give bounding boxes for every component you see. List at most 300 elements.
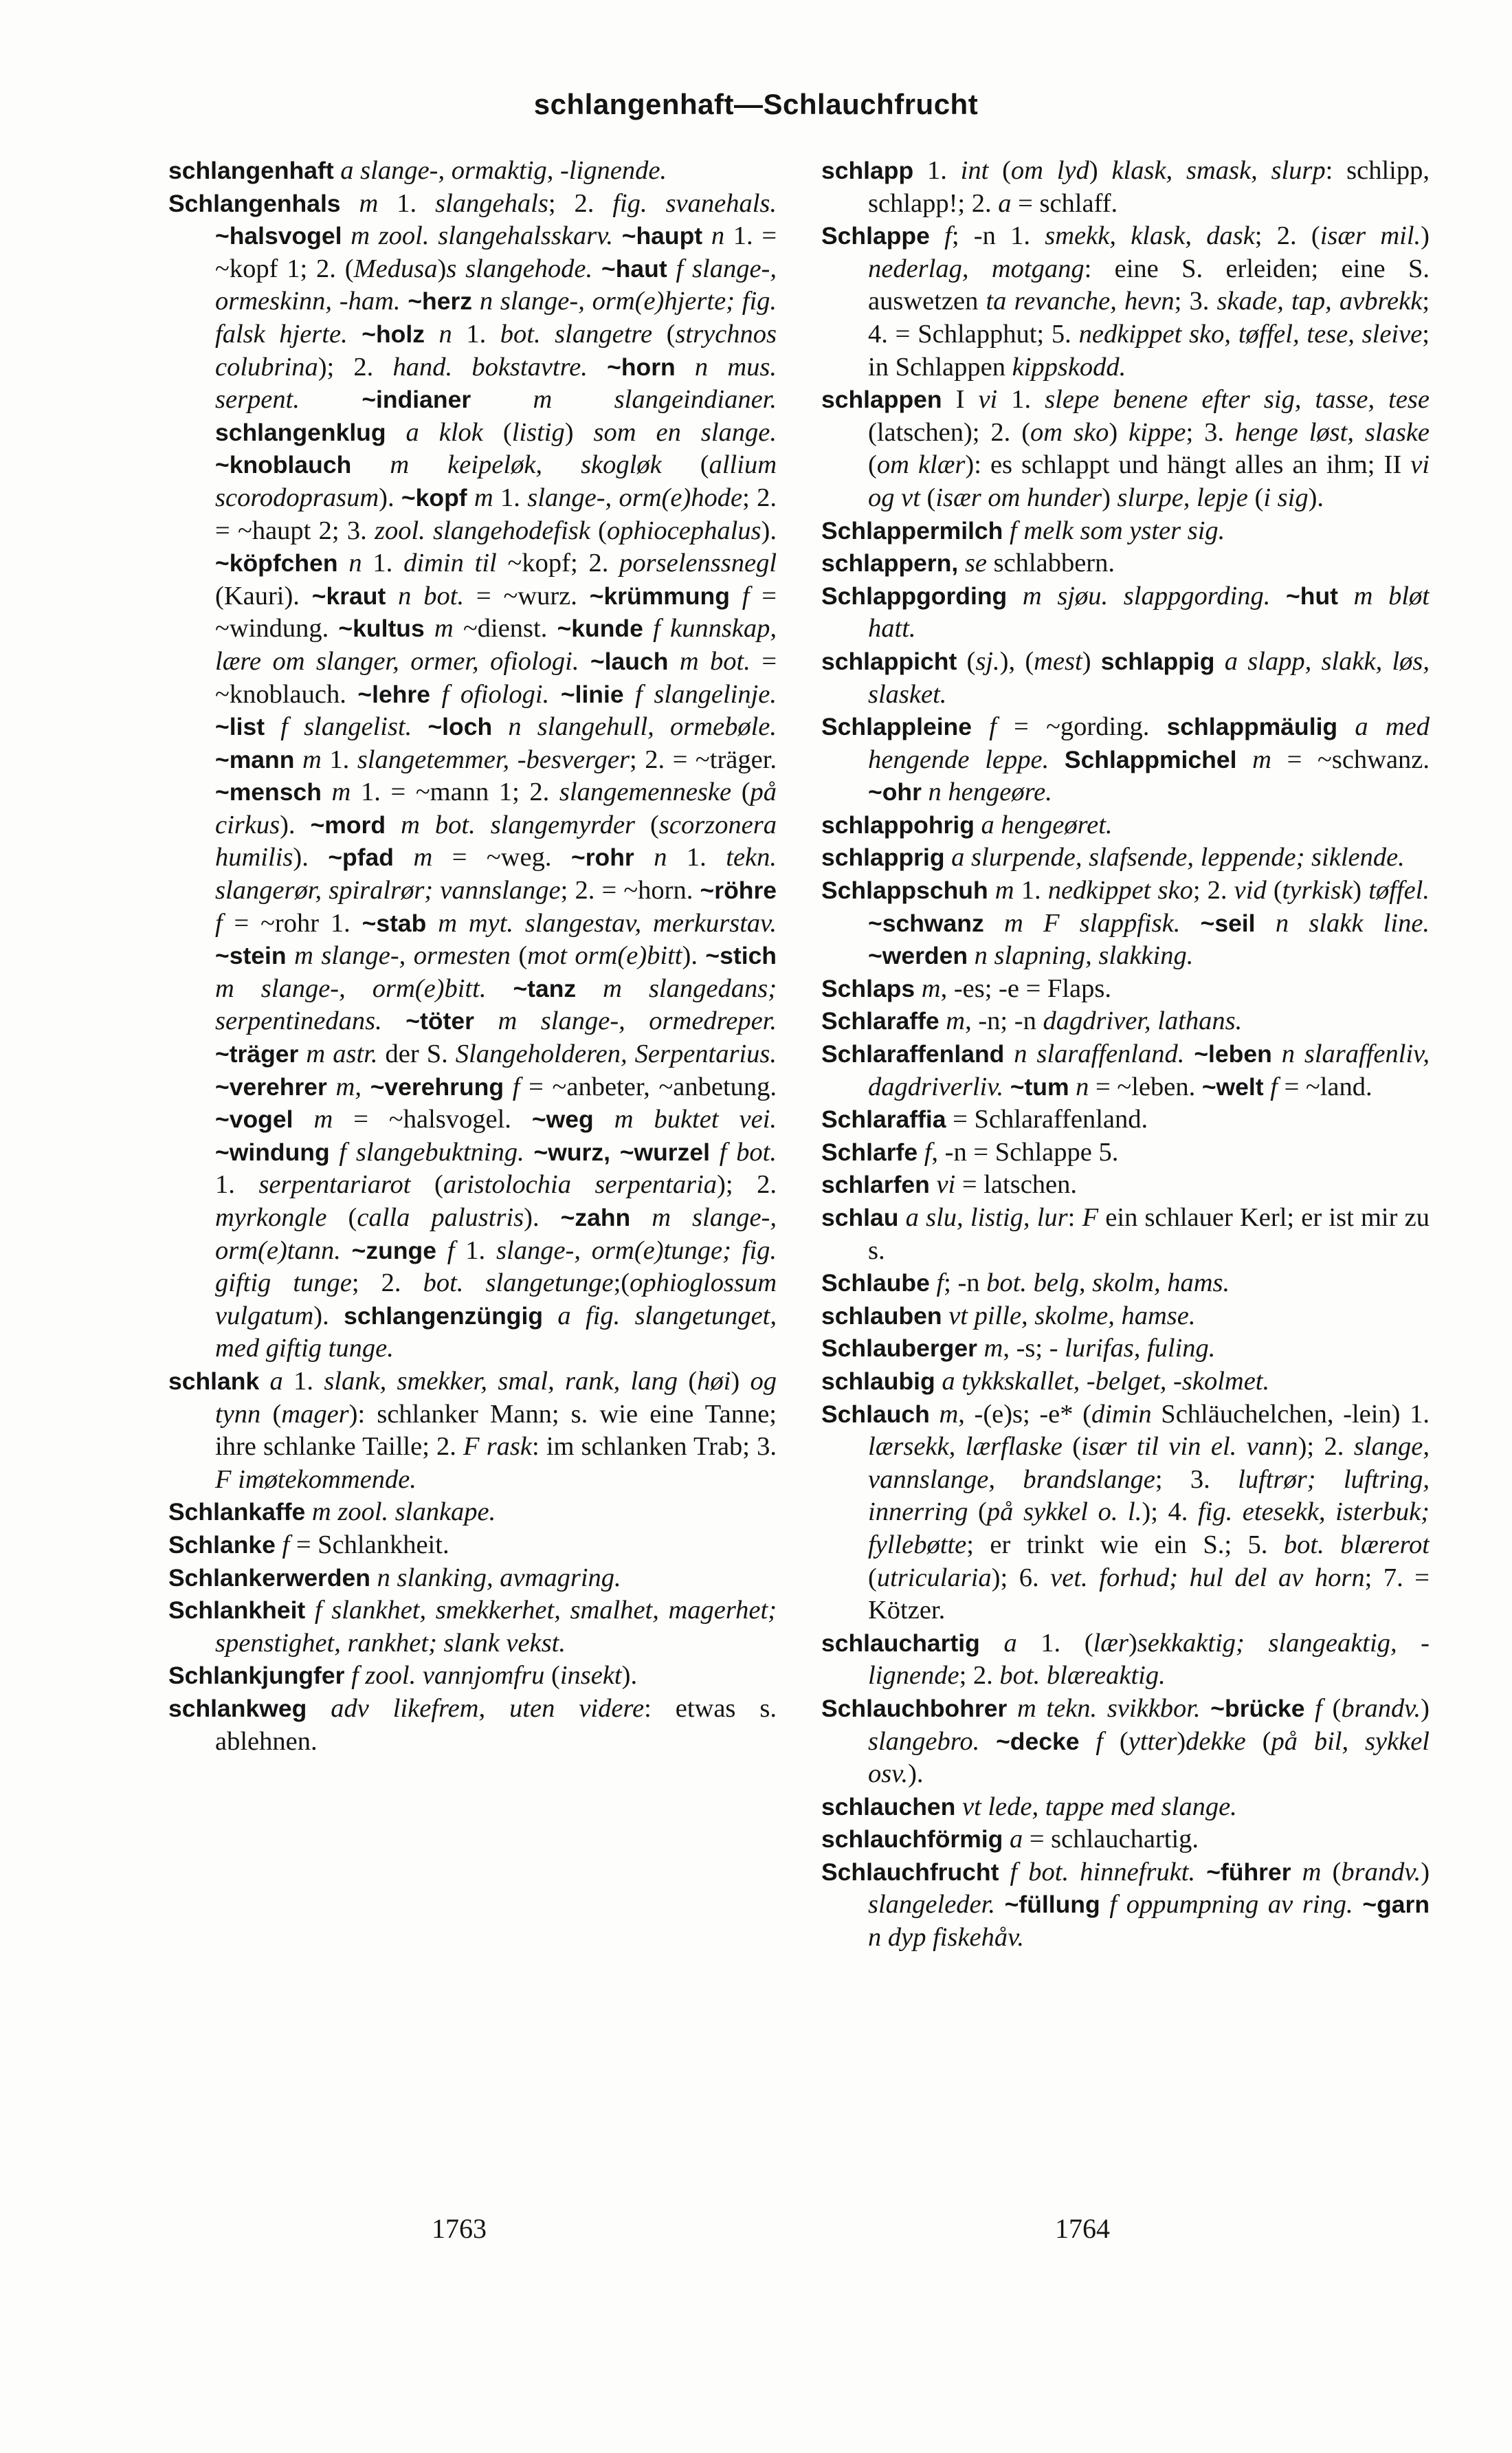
gloss-italic: m (313, 1105, 333, 1134)
headword: ~kraut (311, 582, 386, 610)
headword: schlank (168, 1367, 260, 1395)
entry-text: = ~land. (1277, 1072, 1372, 1101)
gloss-italic: sj. (975, 646, 1000, 676)
entry-text (394, 843, 413, 872)
entry-text: 1. = ~mann 1; 2. (351, 778, 559, 807)
gloss-italic: på cirkus (215, 778, 777, 839)
entry-text (348, 320, 362, 349)
gloss-italic: porselenssnegl (619, 549, 777, 578)
headword: schlaubig (821, 1367, 935, 1395)
headword: schlauchförmig (821, 1825, 1003, 1854)
gloss-italic: f (215, 908, 223, 938)
gloss-italic: m (474, 483, 493, 512)
entry-text (935, 1367, 942, 1396)
gloss-italic: Medusa (353, 254, 438, 283)
entry-text (341, 189, 359, 218)
entry-text: (Kauri). (215, 581, 312, 610)
dictionary-entry (821, 155, 1430, 220)
gloss-italic: f (1096, 1726, 1104, 1756)
entry-text: = ~anbeter, ~anbetung. (520, 1072, 777, 1101)
gloss-italic: n slange-, orm(e)hjerte; fig. falsk hjerte. (215, 287, 777, 349)
entry-text (293, 1105, 313, 1134)
gloss-italic: listig (511, 417, 565, 447)
entry-text: ( (544, 1661, 560, 1691)
headword: ~linie (560, 680, 624, 708)
entry-text (307, 1694, 331, 1723)
entry-text: der S. (377, 1040, 456, 1069)
gloss-italic: F imøtekommende. (215, 1464, 416, 1494)
dictionary-entry (168, 1496, 777, 1529)
gloss-italic: om klær (876, 450, 966, 480)
gloss-italic: m bot. slangemyrder (401, 810, 636, 839)
entry-text: ) (1128, 1628, 1137, 1658)
gloss-italic: bot. slangetunge (423, 1268, 614, 1298)
entry-text: = ~halsvogel. (333, 1105, 532, 1134)
headword: ~ohr (868, 778, 922, 806)
headword: Schlauberger (821, 1334, 977, 1363)
gloss-italic: tekn. slangerør, spiralrør; vannslange (215, 843, 777, 905)
entry-text: = ~knoblauch. (215, 646, 777, 709)
headword: ~halsvogel (215, 222, 342, 250)
headword: ~wurzel (619, 1138, 710, 1166)
headword: Schlauchbohrer (821, 1694, 1008, 1722)
dictionary-column-right (821, 155, 1430, 2217)
entry-text: ( (260, 1399, 282, 1429)
entry-text (1100, 1890, 1110, 1919)
gloss-italic: a slange-, ormaktig, -lignende. (340, 156, 667, 185)
entry-text (294, 745, 302, 774)
gloss-italic: slangeleder. (868, 1890, 995, 1920)
headword: schlappen (821, 386, 942, 414)
entry-text: ( (661, 450, 709, 480)
headword: ~mann (215, 745, 295, 773)
entry-text: ( (482, 417, 512, 447)
gloss-italic: a hengeøret. (981, 810, 1113, 839)
entry-text (467, 483, 474, 512)
dictionary-entry (821, 1005, 1430, 1038)
entry-text (1236, 745, 1252, 774)
entry-text: 1. (913, 156, 961, 185)
gloss-italic: ytter (1128, 1726, 1177, 1756)
entry-text (955, 1792, 962, 1821)
gloss-italic: kippskodd. (1012, 352, 1126, 382)
headword: ~welt (1201, 1072, 1264, 1101)
gloss-italic: bot. blæreaktig. (999, 1661, 1166, 1691)
headword: ~kultus (338, 615, 425, 643)
gloss-italic: aristolochia serpentaria (443, 1170, 718, 1200)
entry-text: Schläuchelchen, -lein) 1. (1151, 1399, 1430, 1429)
entry-text (1256, 909, 1276, 938)
entry-text (334, 156, 341, 185)
entry-text (492, 712, 508, 741)
entry-text: = Schlankheit. (289, 1530, 449, 1559)
entry-text: ). (280, 810, 311, 839)
entry-text: ; 2. = ~horn. (560, 876, 700, 905)
entry-text (1214, 647, 1224, 676)
gloss-italic: utricularia (876, 1563, 992, 1592)
entry-text: ; 2. (351, 1268, 423, 1298)
entry-text: , -es; -e = Flaps. (940, 974, 1111, 1003)
headword: Schlappleine (821, 713, 972, 741)
entry-text (543, 1301, 557, 1330)
entry-text (425, 614, 434, 643)
gloss-italic: nedkippet sko, tøffel, tese, sleive (1078, 319, 1423, 349)
dictionary-column-left (168, 155, 777, 2217)
entry-text: , -n; -n (965, 1006, 1043, 1036)
entry-text: ) (1082, 646, 1101, 676)
entry-text (382, 1006, 406, 1035)
gloss-italic: bot. slangetre (500, 319, 653, 349)
headword: Schlangenhals (168, 189, 341, 217)
dictionary-entry (821, 220, 1430, 384)
dictionary-entry (168, 1693, 777, 1758)
headword: ~kunde (557, 615, 643, 643)
gloss-italic: ta revanche, hevn (986, 287, 1175, 316)
headword: ~führer (1206, 1858, 1291, 1886)
gloss-italic: på bil, sykkel osv. (868, 1726, 1430, 1789)
headword: ~lehre (357, 680, 430, 708)
entry-text: 1. (378, 188, 436, 218)
gloss-italic: f slangebuktning. (339, 1137, 524, 1167)
entry-text (1337, 712, 1355, 741)
dictionary-entry (168, 188, 777, 1365)
entry-text: : (1067, 1203, 1082, 1232)
entry-text: 1. (452, 319, 500, 349)
entry-text: 1. (454, 1235, 497, 1265)
entry-text: ). (682, 941, 706, 971)
gloss-italic: myrkongle (215, 1203, 327, 1232)
entry-text (942, 1301, 949, 1330)
entry-text (265, 712, 280, 741)
headword: ~stein (215, 942, 287, 970)
headword: Schlappschuh (821, 877, 988, 905)
entry-text: ) (1353, 876, 1369, 905)
dictionary-entry (821, 1169, 1430, 1202)
gloss-italic: vt pille, skolme, hamse. (948, 1301, 1196, 1330)
entry-text (1291, 1858, 1302, 1886)
entry-text (979, 1727, 996, 1756)
dictionary-entry (821, 1823, 1430, 1856)
headword: Schlankerwerden (168, 1563, 370, 1592)
headword: ~röhre (700, 877, 777, 905)
dictionary-entry (821, 1398, 1430, 1627)
entry-text (412, 712, 427, 741)
gloss-italic: a (269, 1366, 283, 1396)
headword: ~hut (1286, 582, 1338, 610)
entry-text (1007, 1694, 1017, 1723)
gloss-italic: klask, smask, slurp (1111, 156, 1326, 185)
gloss-italic: vid (1234, 876, 1267, 905)
dictionary-entry (821, 1791, 1430, 1824)
entry-text: ). (908, 1759, 924, 1789)
gloss-italic: f (1315, 1693, 1322, 1723)
headword: ~tanz (513, 974, 577, 1002)
entry-text: ( (1245, 1726, 1271, 1756)
gloss-italic: slangemenneske (559, 778, 732, 807)
gloss-italic: n (711, 221, 725, 251)
gloss-italic: a slu, listig, lur (905, 1203, 1068, 1232)
entry-text: , -s; - (1003, 1334, 1065, 1363)
entry-text: 1. (321, 745, 357, 774)
gloss-italic: f ofiologi. (441, 679, 550, 709)
gloss-italic: f slangelinje. (635, 679, 777, 709)
headword: ~träger (215, 1040, 299, 1068)
entry-text: ; 3. (1186, 417, 1235, 447)
headword: schlappohrig (821, 811, 975, 839)
gloss-italic: m astr. (306, 1040, 378, 1069)
dictionary-entry (821, 1365, 1430, 1398)
dictionary-entry (168, 155, 777, 188)
gloss-italic: a (1009, 1825, 1023, 1854)
gloss-italic: se (964, 549, 987, 578)
entry-text (300, 385, 362, 414)
entry-text (958, 549, 965, 578)
entry-text (1004, 1040, 1014, 1068)
gloss-italic: m slangedans; serpentinedans. (215, 974, 777, 1036)
entry-text: ): es schlappt und hängt alles an ihm; II (965, 450, 1411, 480)
entry-text (945, 843, 952, 872)
entry-text: ). (524, 1203, 561, 1232)
dictionary-entry (821, 1627, 1430, 1693)
gloss-italic: og tynn (215, 1366, 777, 1429)
entry-text: ; 2. (548, 188, 613, 218)
gloss-italic: m keipeløk, skogløk (390, 450, 662, 480)
entry-text (1270, 582, 1286, 610)
gloss-italic: m (302, 745, 322, 774)
gloss-italic: f (924, 1137, 932, 1167)
gloss-italic: n (654, 843, 667, 872)
headword: schlappmäulig (1166, 713, 1338, 741)
gloss-italic: brandv. (1341, 1693, 1421, 1723)
gloss-italic: vet. forhud; hul del av horn (1050, 1563, 1365, 1592)
gloss-italic: f (944, 221, 952, 251)
gloss-italic: m slange-, ormesten (294, 941, 511, 971)
headword: ~verehrung (370, 1072, 504, 1101)
gloss-italic: n hengeøre. (928, 778, 1052, 807)
gloss-italic: f (447, 1235, 455, 1265)
entry-text (1195, 1858, 1206, 1886)
gloss-italic: n slaraffenland. (1014, 1040, 1185, 1069)
gloss-italic: a slapp, slakk, løs, slasket. (868, 646, 1430, 709)
gloss-italic: ophioglossum vulgatum (215, 1268, 777, 1330)
headword: schlappicht (821, 647, 957, 675)
page-number-left: 1763 (432, 2213, 487, 2244)
gloss-italic: henge løst, slaske (1234, 417, 1430, 447)
gloss-italic: vt lede, tappe med slange. (961, 1792, 1237, 1821)
entry-text (430, 680, 442, 709)
gloss-italic: m (983, 1334, 1003, 1363)
entry-text (474, 1006, 498, 1035)
entry-text: ein schlauer Kerl; er ist mir zu s. (868, 1203, 1430, 1265)
entry-text (922, 778, 929, 806)
headword: Schlappe (821, 222, 930, 250)
entry-text: ) (1177, 1726, 1186, 1756)
gloss-italic: f (1270, 1072, 1278, 1101)
entry-text (702, 221, 711, 250)
headword: ~zunge (351, 1236, 436, 1264)
dictionary-entry (821, 547, 1430, 580)
gloss-italic: f slange-, ormeskinn, -ham. (215, 254, 777, 316)
entry-text: ~dienst. (453, 614, 557, 644)
dictionary-entry (821, 711, 1430, 809)
gloss-italic: m F slappfisk. (1003, 908, 1181, 938)
gloss-italic: a (998, 188, 1012, 218)
entry-text: ( (1266, 876, 1282, 905)
entry-text (980, 1629, 1004, 1658)
entry-text (918, 1138, 924, 1167)
entry-text (1079, 1727, 1096, 1756)
entry-text: ( (968, 1497, 987, 1527)
entry-text: ). (1308, 483, 1324, 512)
gloss-italic: m sjøu. slappgording. (1022, 581, 1271, 610)
entry-text: : eine S. erleiden; eine S. auswetzen (868, 254, 1430, 316)
entry-text (486, 974, 513, 1003)
gloss-italic: om lyd (1010, 156, 1089, 185)
gloss-italic: brandv. (1341, 1857, 1421, 1886)
entry-text (362, 1072, 370, 1101)
entry-text: ; 7. = Kötzer. (868, 1563, 1430, 1625)
entry-text: ; 2. ( (1254, 221, 1320, 251)
gloss-italic: m (1302, 1857, 1322, 1886)
entry-text (436, 1236, 447, 1265)
gloss-italic: a fig. slangetunget, med giftig tunge. (215, 1301, 777, 1363)
dictionary-entry (168, 1562, 777, 1595)
headword: Schlaraffenland (821, 1040, 1005, 1068)
gloss-italic: slange, vannslange, brandslange (868, 1432, 1430, 1494)
gloss-italic: mager (281, 1399, 349, 1429)
headword: ~brücke (1210, 1694, 1305, 1722)
headword: schlapprig (821, 844, 945, 872)
headword: ~seil (1200, 909, 1256, 937)
entry-text: = Schlaraffenland. (946, 1105, 1148, 1134)
gloss-italic: fig. etesekk, isterbuk; fyllebøtte (868, 1497, 1430, 1559)
gloss-italic: især mil. (1320, 221, 1421, 251)
entry-text: schlabbern. (986, 549, 1115, 578)
headword: Schlappmichel (1064, 745, 1237, 773)
entry-text: I (942, 385, 979, 415)
entry-text: = schlaff. (1011, 188, 1118, 218)
entry-text (504, 1072, 513, 1101)
entry-text (330, 1138, 340, 1167)
entry-text: ( (590, 516, 607, 545)
headword: ~vogel (215, 1106, 293, 1134)
entry-text (1003, 516, 1010, 545)
gloss-italic: m buktet vei. (614, 1105, 777, 1134)
gloss-italic: a slurpende, slafsende, leppende; siklende. (951, 843, 1405, 872)
entry-text (630, 1203, 652, 1232)
gloss-italic: f zool. vannjomfru (351, 1661, 545, 1691)
gloss-italic: n slanking, avmagring. (377, 1563, 621, 1592)
gloss-italic: f (512, 1072, 520, 1101)
headword: ~füllung (1004, 1891, 1100, 1919)
gloss-italic: hand. bokstavtre. (392, 352, 588, 382)
entry-text: ) (1102, 483, 1118, 512)
entry-text (643, 614, 653, 643)
entry-text: ; 3. (1155, 1464, 1238, 1494)
gloss-italic: allium scorodoprasum (215, 450, 777, 512)
headword: Schlaube (821, 1269, 930, 1297)
dictionary-entry (821, 1332, 1430, 1365)
gloss-italic: f oppumpning av ring. (1109, 1890, 1353, 1920)
entry-text: , -n = Schlappe 5. (931, 1137, 1119, 1167)
gloss-italic: m (939, 1399, 959, 1429)
running-head: schlangenhaft—Schlauchfrucht (533, 88, 979, 120)
entry-text (1003, 1072, 1010, 1101)
entry-text (588, 353, 607, 382)
entry-text: ). (761, 516, 777, 545)
entry-text: : etwas s. ablehnen. (215, 1693, 777, 1756)
entry-text (1007, 582, 1023, 610)
entry-text: ; 2. = ~träger. (629, 745, 777, 774)
gloss-italic: tøffel. (1368, 876, 1430, 905)
gloss-italic: f kunnskap, lære om slanger, ormer, ofiologi. (215, 614, 777, 676)
entry-text: ); 2. (1298, 1432, 1354, 1462)
gloss-italic: a med hengende leppe. (868, 712, 1430, 774)
gloss-italic: nederlag, motgang (868, 254, 1085, 283)
entry-text: ) (1109, 417, 1129, 447)
headword: Schlankaffe (168, 1498, 306, 1526)
gloss-italic: int (960, 156, 989, 185)
entry-text: ) (564, 417, 594, 447)
entry-text: ( (1103, 1726, 1129, 1756)
headword: Schlaps (821, 974, 915, 1002)
gloss-italic: m (413, 843, 433, 872)
gloss-italic: Slangeholderen, Serpentarius. (455, 1040, 777, 1069)
gloss-italic: kippe (1129, 417, 1186, 447)
dictionary-entry (821, 1103, 1430, 1136)
entry-text: 1. (667, 843, 726, 872)
entry-text (624, 680, 636, 709)
headword: schlauchen (821, 1792, 956, 1820)
entry-text: = ~leben. (1089, 1072, 1202, 1101)
gloss-italic: n mus. serpent. (215, 352, 777, 415)
entry-text (341, 1236, 352, 1265)
gloss-italic: dagdriver, lathans. (1043, 1006, 1243, 1036)
entry-text: ; 4. = Schlapphut; 5. (868, 287, 1430, 349)
headword: Schlauchfrucht (821, 1858, 999, 1886)
entry-text: ); 4. (1142, 1497, 1198, 1527)
headword: schlauben (821, 1301, 942, 1330)
entry-text: ) (1089, 156, 1112, 185)
entry-text: ( (988, 156, 1011, 185)
gloss-italic: dimin (1091, 1399, 1152, 1429)
entry-text: ; 2. = ~haupt 2; 3. (215, 483, 777, 545)
entry-text (1201, 1694, 1211, 1723)
entry-text: ; -n 1. (951, 221, 1045, 251)
entry-text: ( (326, 1203, 357, 1232)
entry-text (676, 353, 695, 382)
gloss-italic: skade, tap, avbrekk (1216, 287, 1423, 316)
gloss-italic: slurpe, lepje (1117, 483, 1248, 512)
page-number-right: 1764 (1055, 2213, 1110, 2244)
gloss-italic: lurifas, fuling. (1065, 1334, 1216, 1363)
gloss-italic: dekke (1186, 1726, 1246, 1756)
gloss-italic: f (742, 581, 750, 610)
entry-text (1003, 1825, 1010, 1854)
entry-text: ( (868, 450, 877, 480)
entry-text: = ~gording. (996, 712, 1167, 742)
dictionary-entry (821, 580, 1430, 646)
headword: Schlarfe (821, 1138, 918, 1166)
entry-text: ). (379, 483, 401, 512)
headword: ~köpfchen (215, 549, 338, 578)
gloss-italic: vi (936, 1170, 956, 1200)
entry-text (977, 1334, 984, 1363)
gloss-italic: calla palustris (357, 1203, 524, 1232)
gloss-italic: m myt. slangestav, merkurstav. (438, 908, 777, 938)
gloss-italic: insekt (559, 1661, 622, 1691)
entry-text: = schlauchartig. (1023, 1825, 1199, 1854)
